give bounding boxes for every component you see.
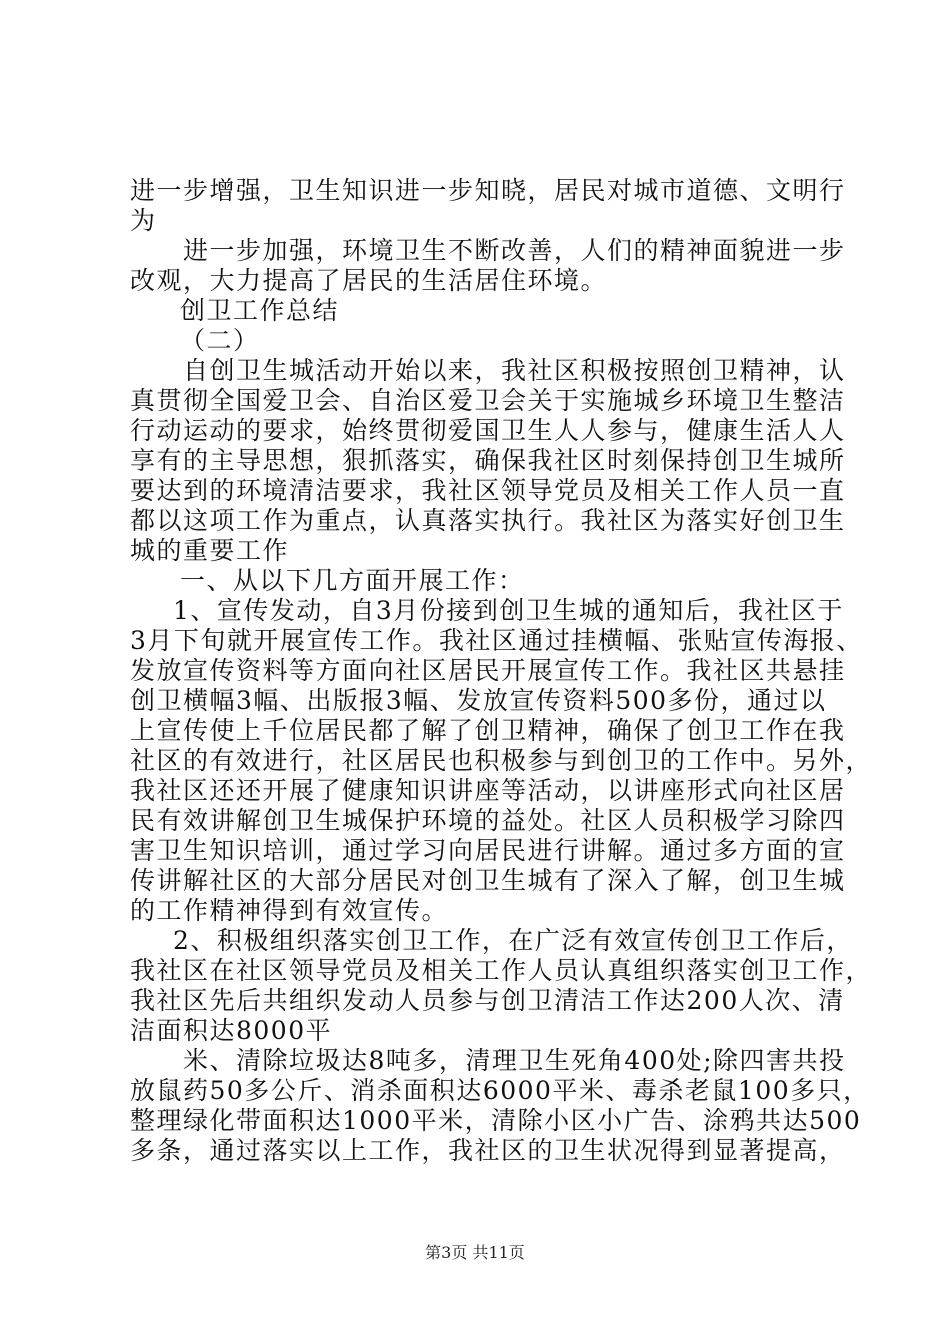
text-line: 传讲解社区的大部分居民对创卫生城有了深入了解，创卫生城 — [130, 866, 846, 895]
text-line: 为 — [130, 206, 157, 235]
text-line: 行动运动的要求，始终贯彻爱国卫生人人参与，健康生活人人 — [130, 416, 846, 445]
text-line: 我社区在社区领导党员及相关工作人员认真组织落实创卫工作， — [130, 956, 873, 985]
text-line: 上宣传使上千位居民都了解了创卫精神，确保了创卫工作在我 — [130, 716, 846, 745]
text-line: 放鼠药50多公斤、消杀面积达6000平米、毒杀老鼠100多只， — [130, 1076, 870, 1105]
text-line: 创卫横幅3幅、出版报3幅、发放宣传资料500多份，通过以 — [130, 686, 827, 715]
text-line: 3月下旬就开展宣传工作。我社区通过挂横幅、张贴宣传海报、 — [130, 626, 863, 655]
section-heading: 创卫工作总结 — [180, 296, 340, 325]
text-line: 要达到的环境清洁要求，我社区领导党员及相关工作人员一直 — [130, 476, 846, 505]
text-line: 2、积极组织落实创卫工作，在广泛有效宣传创卫工作后， — [173, 926, 853, 955]
text-line: 我社区先后共组织发动人员参与创卫清洁工作达200人次、清 — [130, 986, 845, 1015]
text-line: 都以这项工作为重点，认真落实执行。我社区为落实好创卫生 — [130, 506, 846, 535]
text-line: 进一步加强，环境卫生不断改善，人们的精神面貌进一步 — [183, 236, 846, 265]
text-line: 发放宣传资料等方面向社区居民开展宣传工作。我社区共悬挂 — [130, 656, 846, 685]
text-line: 多条，通过落实以上工作，我社区的卫生状况得到显著提高， — [130, 1136, 846, 1165]
text-line: 洁面积达8000平 — [130, 1016, 333, 1045]
text-line: 自创卫生城活动开始以来，我社区积极按照创卫精神，认 — [183, 356, 846, 385]
text-line: 真贯彻全国爱卫会、自治区爱卫会关于实施城乡环境卫生整洁 — [130, 386, 846, 415]
text-line: 改观，大力提高了居民的生活居住环境。 — [130, 266, 608, 295]
text-line: 米、清除垃圾达8吨多，清理卫生死角400处;除四害共投 — [183, 1046, 846, 1075]
text-line: 一、从以下几方面开展工作： — [180, 566, 525, 595]
text-line: 进一步增强，卫生知识进一步知晓，居民对城市道德、文明行 — [130, 176, 846, 205]
text-line: 享有的主导思想，狠抓落实，确保我社区时刻保持创卫生城所 — [130, 446, 846, 475]
text-line: 城的重要工作 — [130, 536, 290, 565]
text-line: 的工作精神得到有效宣传。 — [130, 896, 449, 925]
text-line: 我社区还还开展了健康知识讲座等活动，以讲座形式向社区居 — [130, 776, 846, 805]
section-number: （二） — [180, 326, 260, 355]
text-line: 整理绿化带面积达1000平米，清除小区小广告、涂鸦共达500 — [130, 1106, 862, 1135]
page-number-footer: 第3页 共11页 — [425, 1243, 525, 1262]
text-line: 社区的有效进行，社区居民也积极参与到创卫的工作中。另外， — [130, 746, 873, 775]
text-line: 害卫生知识培训，通过学习向居民进行讲解。通过多方面的宣 — [130, 836, 846, 865]
text-line: 1、宣传发动，自3月份接到创卫生城的通知后，我社区于 — [173, 596, 844, 625]
text-line: 民有效讲解创卫生城保护环境的益处。社区人员积极学习除四 — [130, 806, 846, 835]
